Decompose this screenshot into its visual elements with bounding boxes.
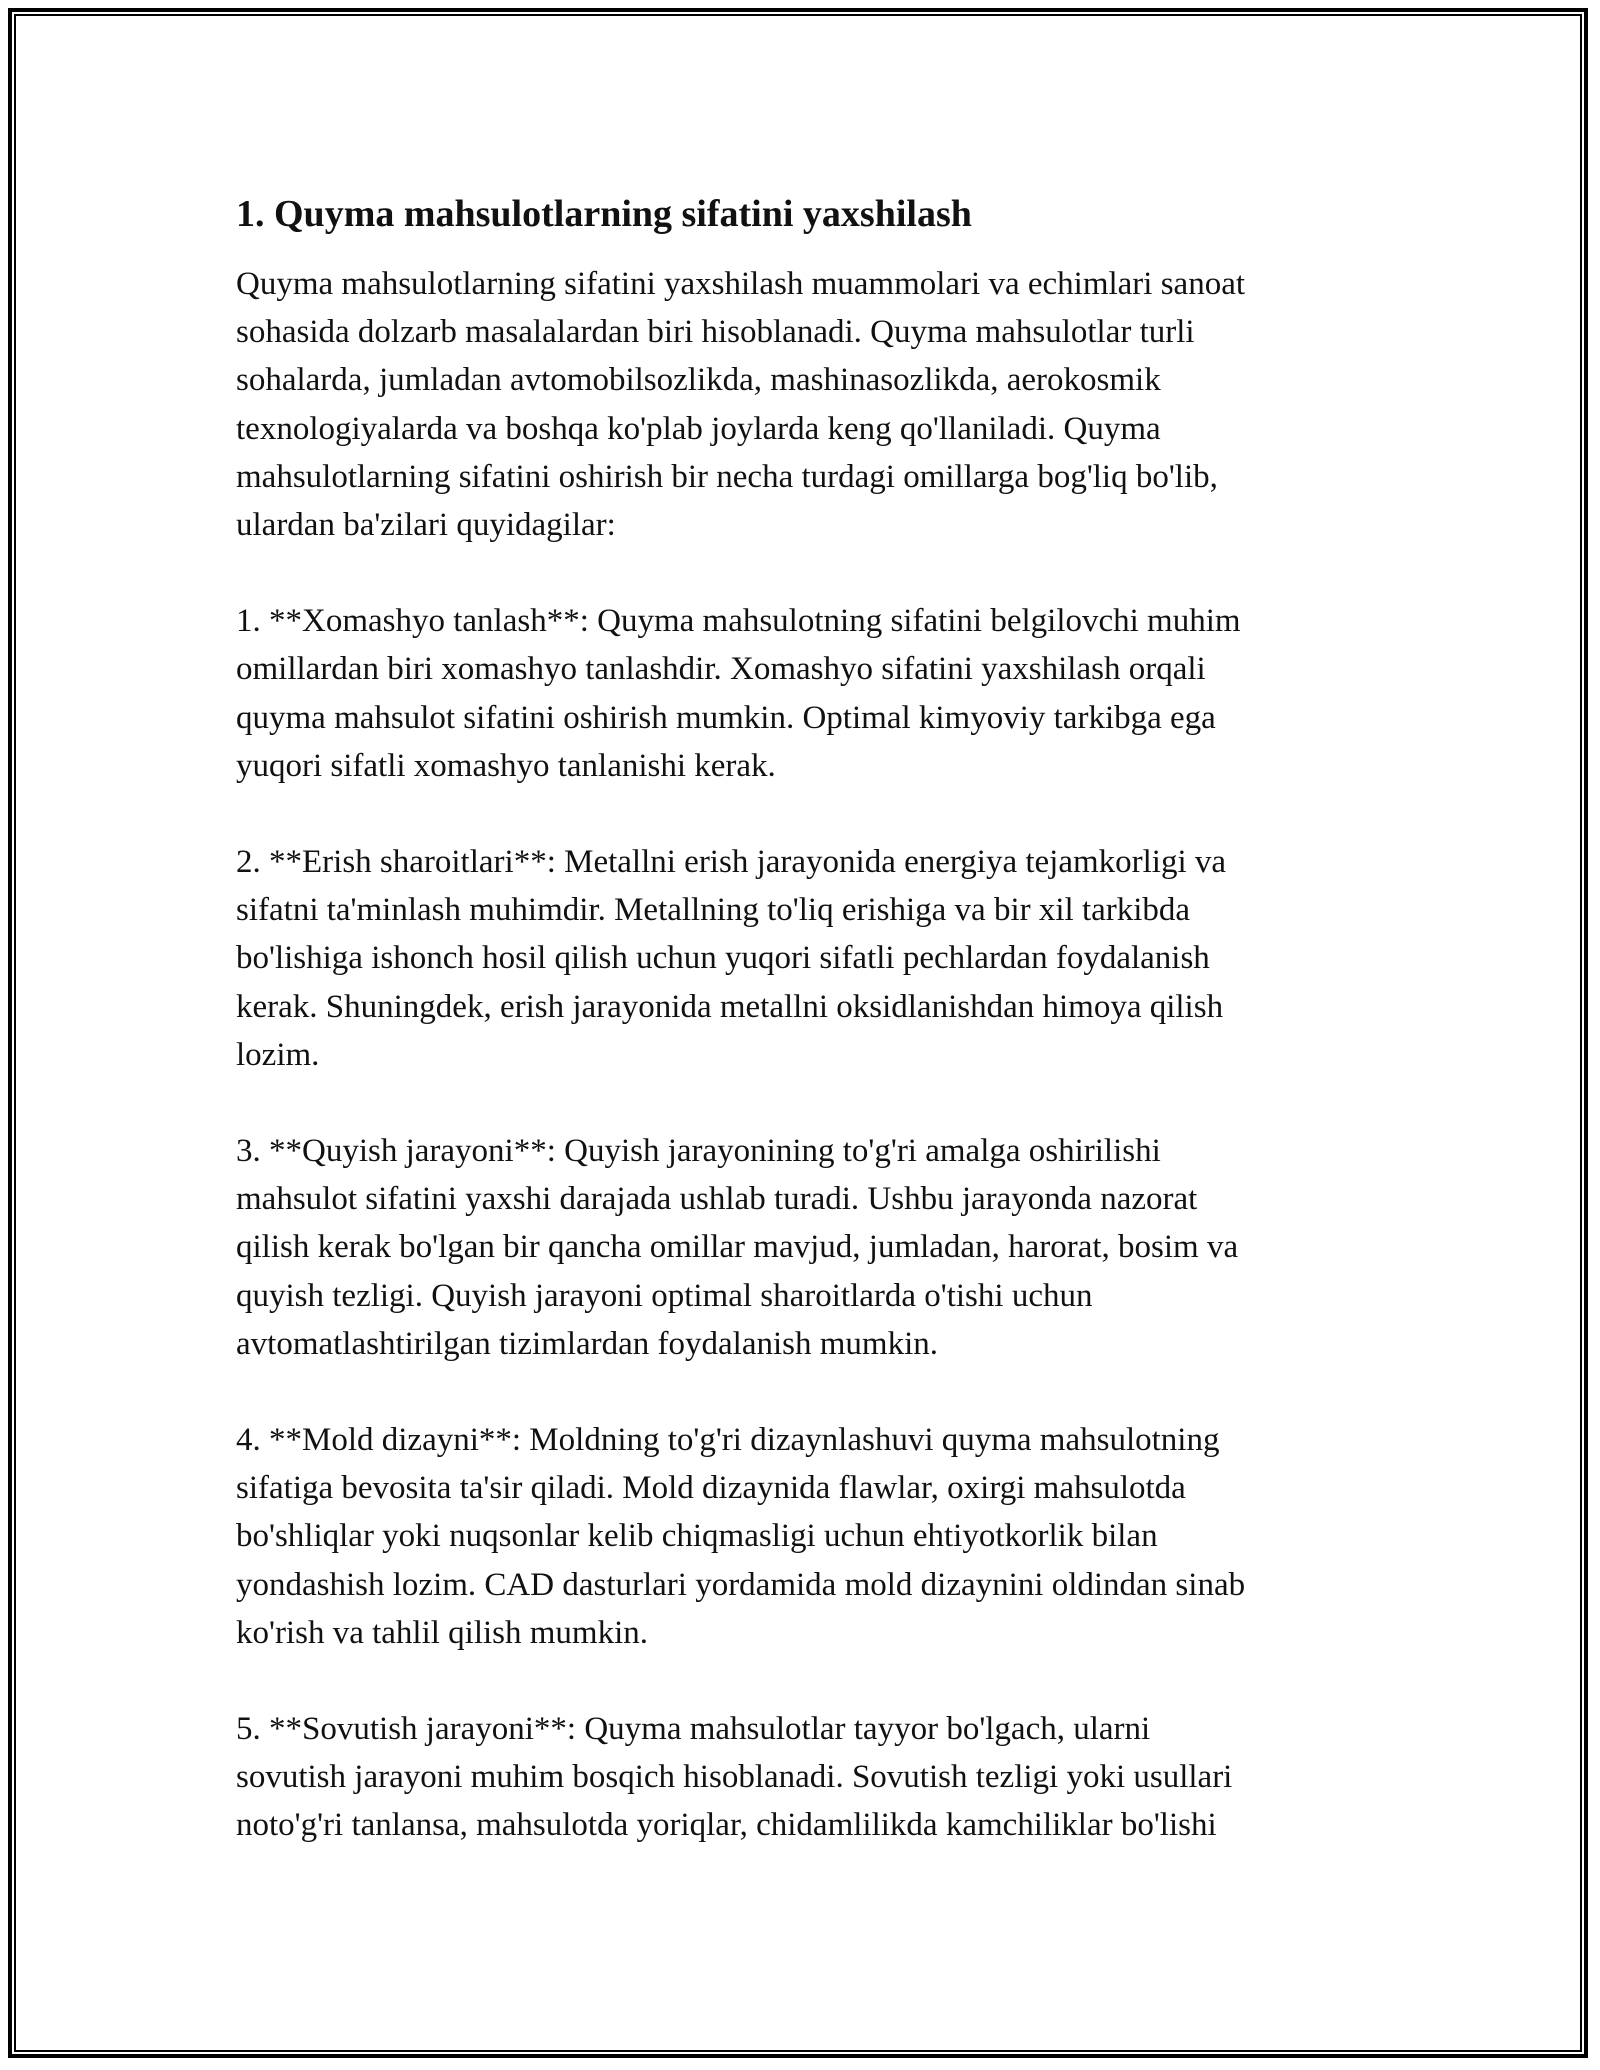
document-body xyxy=(236,190,1366,1850)
intro-paragraph: Quyma mahsulotlarning sifatini yaxshilash muammolari va echimlari sanoat sohasida dolzarb masalalardan biri hisoblanadi. Quyma mahsulotlar turli sohalarda, jumladan avtomobilsozlikda, mashinasozlikda, aerokosmik texnologiyalarda va boshqa ko'plab joylarda keng qo'llaniladi. Quyma mahsulotlarning sifatini oshirish bir necha turdagi omillarga bog'liq bo'lib, ulardan ba'zilari quyidagilar: xyxy=(236,266,1246,544)
list-item-cooling-process: 5. **Sovutish jarayoni**: Quyma mahsulotlar tayyor bo'lgach, ularni sovutish jarayoni muhim bosqich hisoblanadi. Sovutish tezligi yoki usullari noto'g'ri tanlansa, mahsulotda yoriqlar, chidamlilikda kamchiliklar bo'lishi xyxy=(236,1711,1233,1844)
list-item-mold-design: 4. **Mold dizayni**: Moldning to'g'ri dizaynlashuvi quyma mahsulotning sifatiga bevosita ta'sir qiladi. Mold dizaynida flawlar, oxirgi mahsulotda bo'shliqlar yoki nuqsonlar kelib chiqmasligi uchun ehtiyotkorlik bilan yondashish lozim. CAD dasturlari yordamida mold dizaynini oldindan sinab ko'rish va tahlil qilish mumkin. xyxy=(236,1422,1246,1651)
document-title: 1. Quyma mahsulotlarning sifatini yaxshilash xyxy=(236,193,972,235)
list-item-raw-material: 1. **Xomashyo tanlash**: Quyma mahsulotning sifatini belgilovchi muhim omillardan biri xomashyo tanlashdir. Xomashyo sifatini yaxshilash orqali quyma mahsulot sifatini oshirish mumkin. Optimal kimyoviy tarkibga ega yuqori sifatli xomashyo tanlanishi kerak. xyxy=(236,603,1241,784)
list-item-melting-conditions: 2. **Erish sharoitlari**: Metallni erish jarayonida energiya tejamkorligi va sifatni ta'minlash muhimdir. Metallning to'liq erishiga va bir xil tarkibda bo'lishiga ishonch hosil qilish uchun yuqori sifatli pechlardan foydalanish kerak. Shuningdek, erish jarayonida metallni oksidlanishdan himoya qilish lozim. xyxy=(236,844,1227,1073)
list-item-casting-process: 3. **Quyish jarayoni**: Quyish jarayonining to'g'ri amalga oshirilishi mahsulot sifatini yaxshi darajada ushlab turadi. Ushbu jarayonda nazorat qilish kerak bo'lgan bir qancha omillar mavjud, jumladan, harorat, bosim va quyish tezligi. Quyish jarayoni optimal sharoitlarda o'tishi uchun avtomatlashtirilgan tizimlardan foydalanish mumkin. xyxy=(236,1133,1239,1362)
